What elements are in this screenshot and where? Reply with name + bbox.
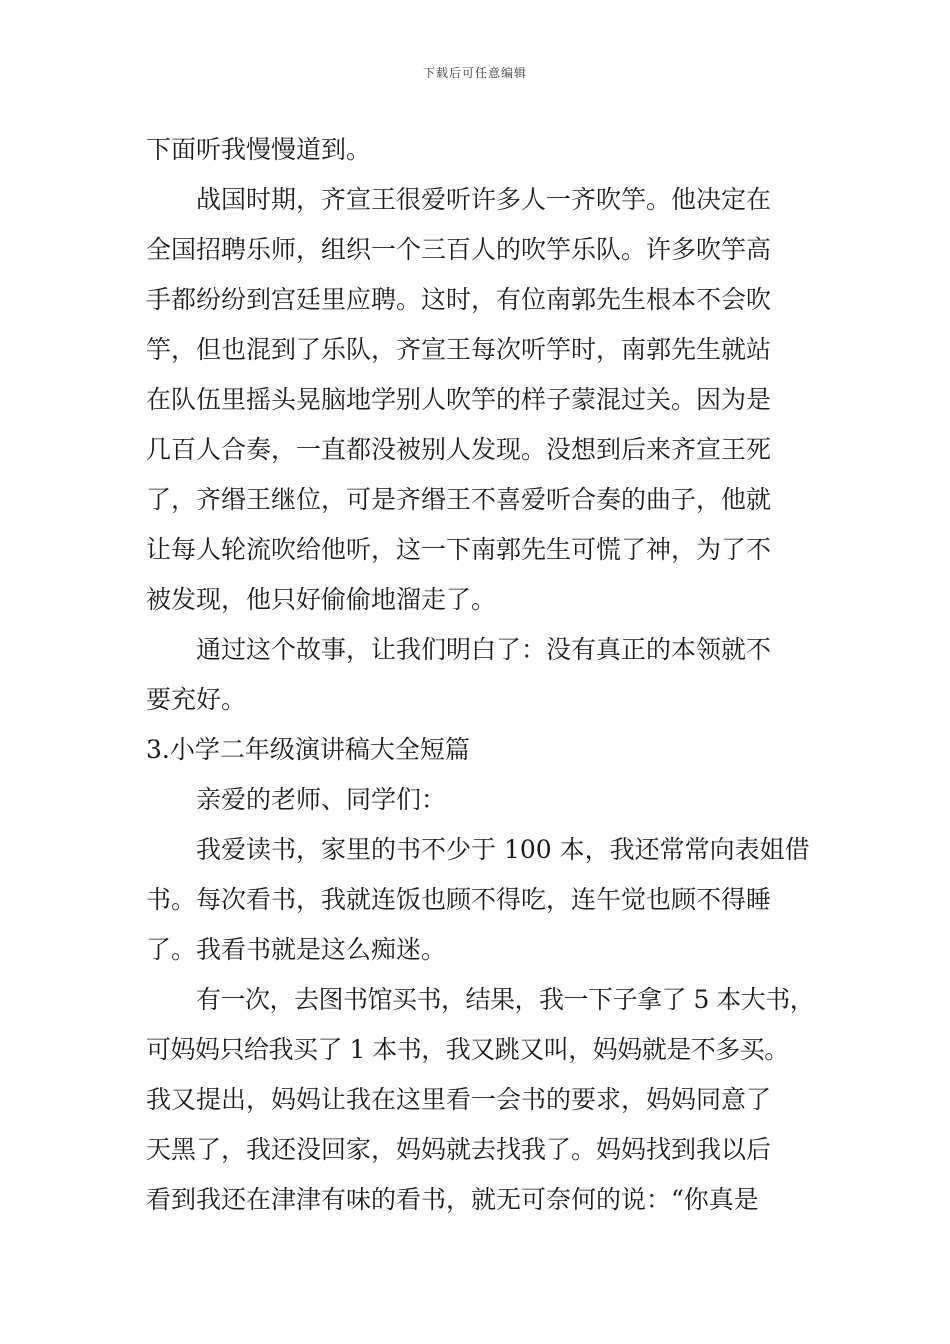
text-line: 下面听我慢慢道到。 [146, 135, 372, 164]
section-heading: 3.小学二年级演讲稿大全短篇 [146, 735, 470, 764]
salutation-line: 亲爱的老师、同学们： [196, 785, 447, 814]
text-line: 我又提出，妈妈让我在这里看一会书的要求，妈妈同意了 [146, 1085, 772, 1114]
text-line: 了。我看书就是这么痴迷。 [146, 935, 447, 964]
text-line: 要充好。 [146, 685, 247, 714]
text-line: 让每人轮流吹给他听，这一下南郭先生可慌了神，为了不 [146, 535, 772, 564]
paragraph-line: 战国时期，齐宣王很爱听许多人一齐吹竽。他决定在 [196, 185, 772, 214]
text-line: 看到我还在津津有味的看书，就无可奈何的说：“你真是 [146, 1185, 759, 1214]
text-line: 全国招聘乐师，组织一个三百人的吹竽乐队。许多吹竽高 [146, 235, 772, 264]
paragraph-line: 我爱读书，家里的书不少于 100 本，我还常常向表姐借 [196, 835, 810, 864]
text-line: 被发现，他只好偷偷地溜走了。 [146, 585, 497, 614]
text-line: 可妈妈只给我买了 1 本书，我又跳又叫，妈妈就是不多买。 [146, 1035, 789, 1064]
text-line: 竽，但也混到了乐队，齐宣王每次听竽时，南郭先生就站 [146, 335, 772, 364]
paragraph-line: 有一次，去图书馆买书，结果，我一下子拿了 5 本大书， [196, 985, 815, 1014]
page-header: 下载后可任意编辑 [422, 66, 527, 80]
text-line: 天黑了，我还没回家，妈妈就去找我了。妈妈找到我以后 [146, 1135, 772, 1164]
text-line: 书。每次看书，我就连饭也顾不得吃，连午觉也顾不得睡 [146, 885, 772, 914]
text-line: 手都纷纷到宫廷里应聘。这时，有位南郭先生根本不会吹 [146, 285, 772, 314]
text-line: 在队伍里摇头晃脑地学别人吹竽的样子蒙混过关。因为是 [146, 385, 772, 414]
document-body [146, 125, 814, 1225]
paragraph-line: 通过这个故事，让我们明白了：没有真正的本领就不 [196, 635, 772, 664]
text-line: 几百人合奏，一直都没被别人发现。没想到后来齐宣王死 [146, 435, 772, 464]
text-line: 了，齐缗王继位，可是齐缗王不喜爱听合奏的曲子，他就 [146, 485, 772, 514]
